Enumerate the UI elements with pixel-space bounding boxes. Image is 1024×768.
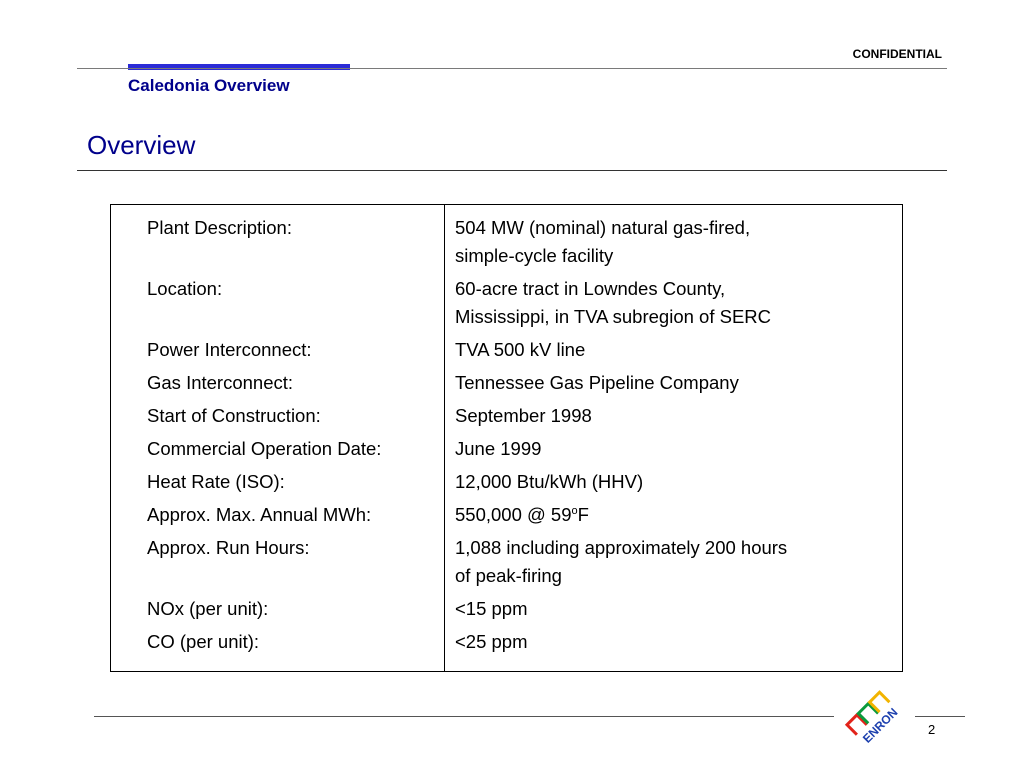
- row-label: Heat Rate (ISO):: [147, 471, 285, 492]
- value-line: September 1998: [455, 405, 592, 426]
- row-value: [445, 369, 875, 397]
- value-line: of peak-firing: [455, 565, 562, 586]
- table-row: [111, 628, 902, 656]
- overview-table: [110, 204, 903, 672]
- slide-title: Overview: [87, 130, 196, 160]
- value-line: 60-acre tract in Lowndes County,: [455, 278, 726, 299]
- row-label: NOx (per unit):: [147, 598, 269, 619]
- table-row: [111, 468, 902, 496]
- header-accent-bar: [128, 64, 350, 70]
- confidential-label: CONFIDENTIAL: [852, 47, 942, 61]
- value-line: June 1999: [455, 438, 542, 459]
- table-row: [111, 534, 902, 590]
- row-value: [445, 275, 875, 331]
- degree-symbol: o: [571, 505, 578, 517]
- table-row: [111, 275, 902, 331]
- value-line: Tennessee Gas Pipeline Company: [455, 372, 739, 393]
- value-text: 550,000 @ 59: [455, 504, 572, 525]
- row-value: [445, 501, 875, 529]
- row-label: Commercial Operation Date:: [147, 438, 382, 459]
- row-label: Power Interconnect:: [147, 339, 312, 360]
- section-title: Caledonia Overview: [128, 76, 290, 95]
- row-value: [445, 534, 875, 590]
- value-line: Mississippi, in TVA subregion of SERC: [455, 306, 771, 327]
- enron-logo: [838, 680, 914, 754]
- logo-wordmark: ENRON: [859, 705, 901, 746]
- table-row: [111, 595, 902, 623]
- header-divider: [77, 68, 947, 69]
- value-line: 504 MW (nominal) natural gas-fired,: [455, 217, 751, 238]
- value-line: 12,000 Btu/kWh (HHV): [455, 471, 644, 492]
- table-row: [111, 435, 902, 463]
- value-line: <15 ppm: [455, 598, 528, 619]
- value-line: simple-cycle facility: [455, 245, 614, 266]
- row-value: [445, 628, 875, 656]
- table-row: [111, 501, 902, 529]
- row-value: [445, 336, 875, 364]
- row-value: [445, 468, 875, 496]
- row-label: Location:: [147, 278, 223, 299]
- title-divider: [77, 170, 947, 171]
- row-label: CO (per unit):: [147, 631, 260, 652]
- row-value: [445, 214, 875, 270]
- row-value: [445, 402, 875, 430]
- value-line: TVA 500 kV line: [455, 339, 586, 360]
- footer-divider-right: [915, 716, 965, 717]
- row-label: Approx. Run Hours:: [147, 537, 310, 558]
- table-row: [111, 214, 902, 270]
- page-number: 2: [928, 722, 936, 737]
- table-row: [111, 402, 902, 430]
- row-label: Plant Description:: [147, 217, 292, 238]
- footer-divider: [94, 716, 834, 717]
- row-label: Start of Construction:: [147, 405, 321, 426]
- value-line: <25 ppm: [455, 631, 528, 652]
- value-line: 1,088 including approximately 200 hours: [455, 537, 788, 558]
- table-row: [111, 336, 902, 364]
- table-row: [111, 369, 902, 397]
- row-value: [445, 595, 875, 623]
- row-label: Gas Interconnect:: [147, 372, 294, 393]
- row-label: Approx. Max. Annual MWh:: [147, 504, 372, 525]
- value-unit: F: [577, 504, 589, 525]
- row-value: [445, 435, 875, 463]
